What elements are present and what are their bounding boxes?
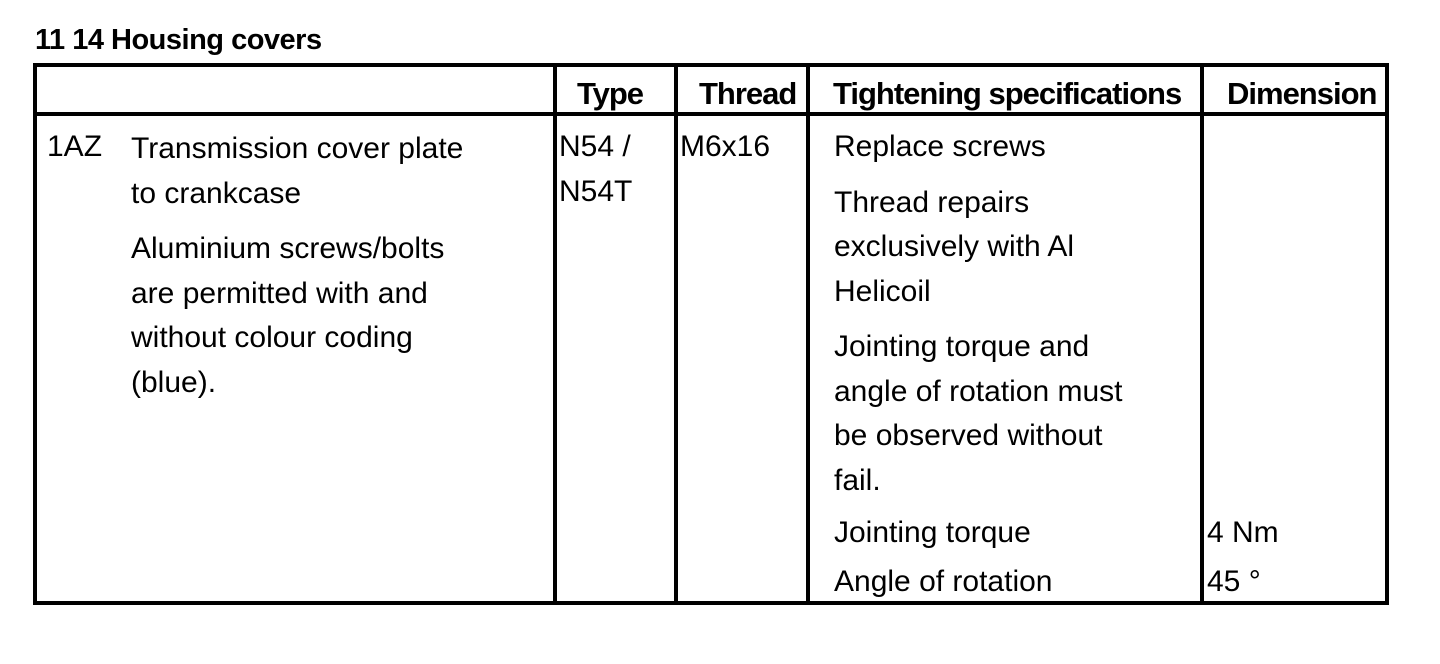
row-thread: M6x16 bbox=[680, 130, 771, 163]
column-divider-type bbox=[553, 67, 557, 601]
column-divider-dimension bbox=[1200, 67, 1204, 601]
header-tightening-specifications: Tightening specifications bbox=[833, 76, 1182, 111]
column-divider-tightening bbox=[806, 67, 810, 601]
description-title-line: Transmission cover plate bbox=[131, 132, 464, 165]
tightening-observe-line: be observed without bbox=[834, 419, 1103, 452]
tightening-observe-line: angle of rotation must bbox=[834, 374, 1123, 408]
row-code: 1AZ bbox=[47, 130, 103, 163]
description-note-line: (blue). bbox=[131, 365, 217, 399]
row-tightening bbox=[834, 125, 1123, 503]
header-dimension: Dimension bbox=[1227, 76, 1377, 111]
tightening-repair-line: Thread repairs bbox=[834, 185, 1030, 219]
tightening-replace: Replace screws bbox=[834, 130, 1046, 163]
spec-table bbox=[33, 63, 1389, 605]
row-type bbox=[559, 125, 632, 214]
tightening-observe-line: fail. bbox=[834, 463, 881, 497]
column-divider-thread bbox=[674, 67, 678, 601]
description-note-line: Aluminium screws/bolts bbox=[131, 232, 445, 265]
tightening-observe-note bbox=[834, 325, 1123, 503]
tightening-repair-line: Helicoil bbox=[834, 274, 931, 308]
angle-of-rotation-value: 45 ° bbox=[1207, 565, 1261, 598]
header-type: Type bbox=[577, 76, 644, 111]
description-note-line: without colour coding bbox=[131, 321, 413, 354]
description-note bbox=[131, 227, 463, 405]
description-title-line: to crankcase bbox=[131, 176, 302, 210]
description-note-line: are permitted with and bbox=[131, 276, 428, 310]
angle-of-rotation-label: Angle of rotation bbox=[834, 565, 1053, 598]
description-title bbox=[131, 127, 463, 216]
jointing-torque-value: 4 Nm bbox=[1207, 516, 1279, 549]
type-line: N54T bbox=[559, 174, 633, 208]
jointing-torque-label: Jointing torque bbox=[834, 516, 1031, 549]
header-thread: Thread bbox=[699, 76, 797, 111]
tightening-observe-line: Jointing torque and bbox=[834, 330, 1090, 363]
row-description bbox=[131, 127, 463, 405]
type-line: N54 / bbox=[559, 130, 631, 163]
tightening-repair-line: exclusively with Al bbox=[834, 230, 1075, 263]
section-title: 11 14 Housing covers bbox=[35, 24, 322, 56]
tightening-thread-repair bbox=[834, 181, 1123, 315]
